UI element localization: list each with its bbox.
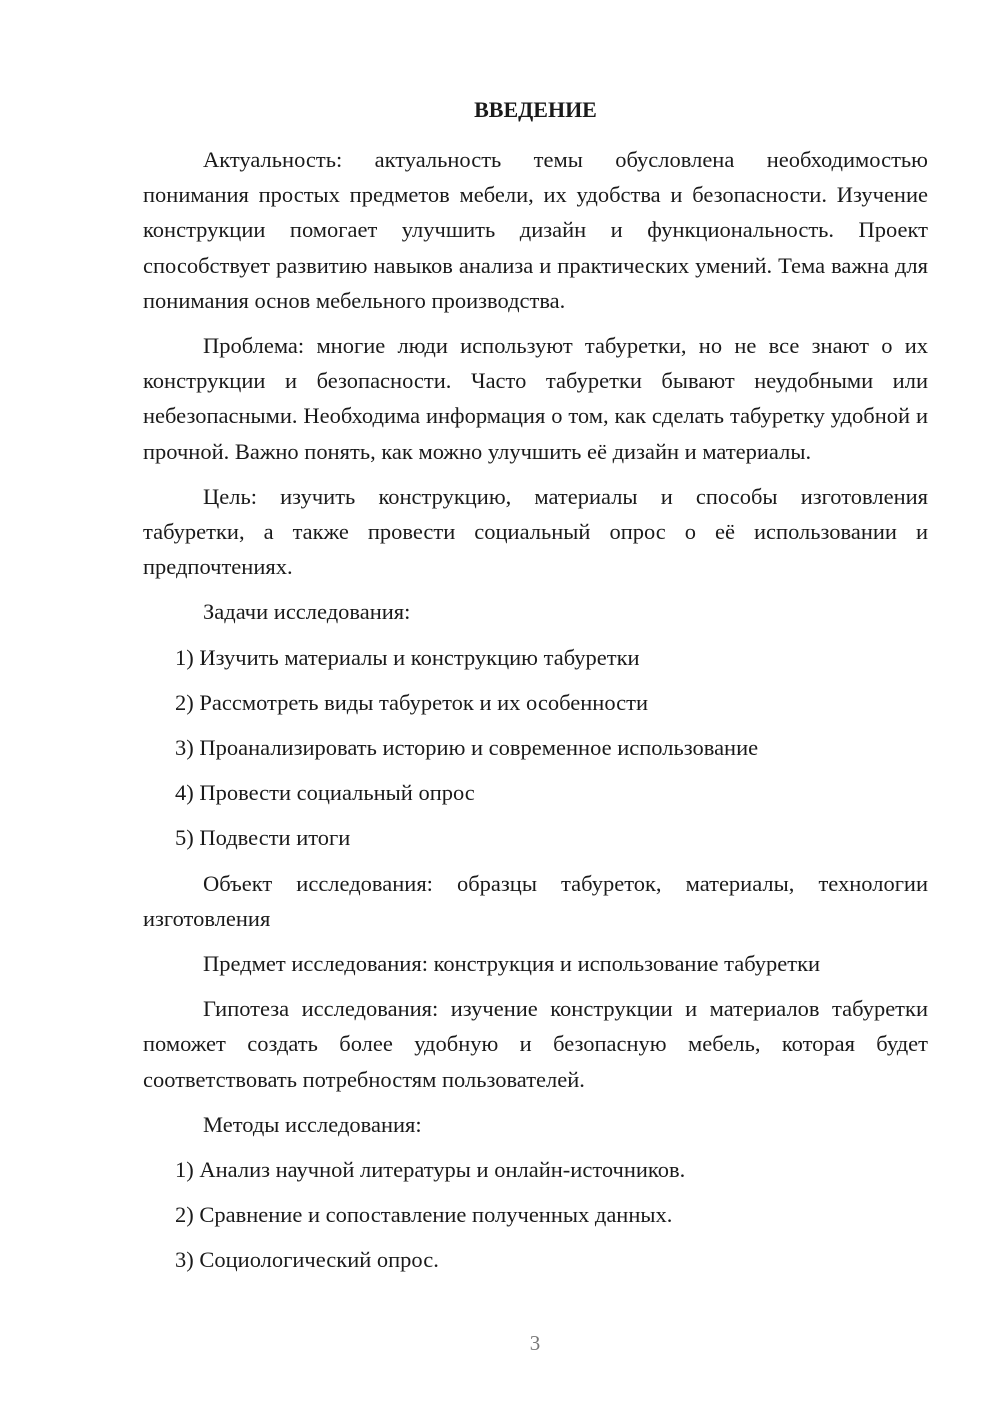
task-item: 1) Изучить материалы и конструкцию табуретки: [175, 644, 640, 670]
task-item: 3) Проанализировать историю и современное использование: [175, 735, 759, 761]
method-item: 2) Сравнение и сопоставление полученных данных.: [175, 1202, 673, 1228]
method-item: 1) Анализ научной литературы и онлайн-источников.: [175, 1157, 686, 1183]
task-item: 2) Рассмотреть виды табуреток и их особенности: [175, 689, 648, 715]
tasks-heading: Задачи исследования:: [203, 599, 411, 625]
document-page: [143, 92, 928, 1288]
goal-paragraph: Цель: изучить конструкцию, материалы и способы изготовления табуретки, а также провести социальный опрос о её использовании и предпочтениях.: [143, 483, 928, 580]
task-item: 5) Подвести итоги: [175, 825, 351, 851]
method-item: 3) Социологический опрос.: [175, 1247, 439, 1273]
relevance-paragraph: Актуальность: актуальность темы обусловлена необходимостью понимания простых предметов мебели, их удобства и безопасности. Изучение конструкции помогает улучшить дизайн и функциональность. Проект способствует развитию навыков анализа и практических умений. Тема важна для понимания основ мебельного производства.: [143, 147, 928, 313]
tasks-list: [143, 640, 928, 856]
problem-paragraph: Проблема: многие люди используют табуретки, но не все знают о их конструкции и безопасности. Часто табуретки бывают неудобными или небезопасными. Необходима информация о том, как сделать табуретку удобной и прочной. Важно понять, как можно улучшить её дизайн и материалы.: [143, 333, 928, 464]
hypothesis-paragraph: Гипотеза исследования: изучение конструкции и материалов табуретки поможет создать более удобную и безопасную мебель, которая будет соответствовать потребностям пользователей.: [143, 996, 928, 1092]
methods-list: [143, 1152, 928, 1278]
object-paragraph: Объект исследования: образцы табуреток, материалы, технологии изготовления: [143, 870, 928, 931]
task-item: 4) Провести социальный опрос: [175, 780, 475, 806]
subject-paragraph: Предмет исследования: конструкция и использование табуретки: [203, 951, 821, 977]
methods-heading: Методы исследования:: [203, 1111, 422, 1137]
page-title: ВВЕДЕНИЕ: [474, 97, 597, 122]
page-number: 3: [529, 1331, 541, 1355]
